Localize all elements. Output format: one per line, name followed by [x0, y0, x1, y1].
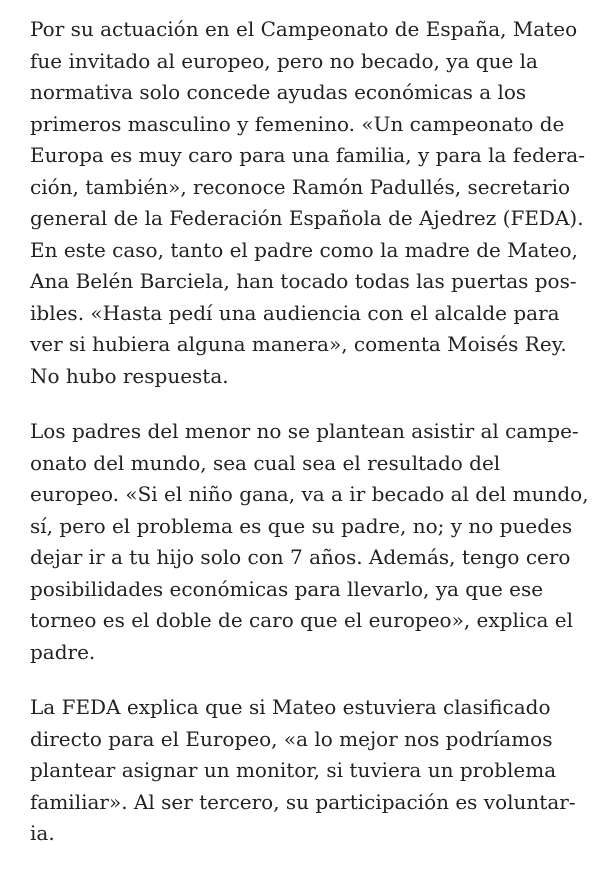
text-line: europeo. «Si el niño gana, va a ir becado al del mundo, — [30, 482, 589, 506]
text-line: Europa es muy caro para una familia, y para la federa- — [30, 143, 585, 167]
text-line: fue invitado al europeo, pero no becado, ya que la — [30, 48, 538, 73]
text-line: dejar ir a tu hijo solo con 7 años. Además, tengo cero — [30, 545, 571, 569]
paragraph — [30, 14, 586, 392]
text-line: plantear asignar un monitor, si tuviera un problema — [30, 758, 557, 782]
text-line: sí, pero el problema es que su padre, no; y no puedes — [30, 513, 573, 538]
paragraph — [30, 416, 589, 668]
text-line: normativa solo concede ayudas económicas a los — [30, 80, 527, 104]
text-line: ver si hubiera alguna manera», comenta Moisés Rey. — [30, 332, 567, 356]
paragraph — [30, 692, 586, 850]
text-line: En este caso, tanto el padre como la madre de Mateo, — [30, 237, 578, 262]
article-body — [30, 14, 589, 850]
text-line: Por su actuación en el Campeonato de España, Mateo — [30, 17, 578, 41]
text-line: directo para el Europeo, «a lo mejor nos podríamos — [30, 726, 553, 751]
text-line: padre. — [30, 639, 96, 664]
text-line: primeros masculino y femenino. «Un campeonato de — [30, 111, 565, 136]
text-line: No hubo respuesta. — [30, 363, 229, 388]
text-line: onato del mundo, sea cual sea el resultado del — [30, 450, 501, 475]
text-line: familiar». Al ser tercero, su participación es voluntar- — [30, 789, 576, 814]
text-line: Ana Belén Barciela, han tocado todas las puertas pos- — [30, 269, 577, 293]
text-line: ia. — [30, 821, 55, 845]
text-line: ción, también», reconoce Ramón Padullés, secretario — [30, 174, 571, 199]
text-line: torneo es el doble de caro que el europeo», explica el — [30, 608, 573, 632]
text-line: general de la Federación Española de Ajedrez (FEDA). — [30, 206, 584, 230]
text-line: Los padres del menor no se plantean asistir al campe- — [30, 419, 579, 443]
text-line: posibilidades económicas para llevarlo, ya que ese — [30, 576, 544, 601]
text-line: ibles. «Hasta pedí una audiencia con el alcalde para — [30, 300, 560, 325]
text-line: La FEDA explica que si Mateo estuviera clasificado — [30, 695, 551, 719]
